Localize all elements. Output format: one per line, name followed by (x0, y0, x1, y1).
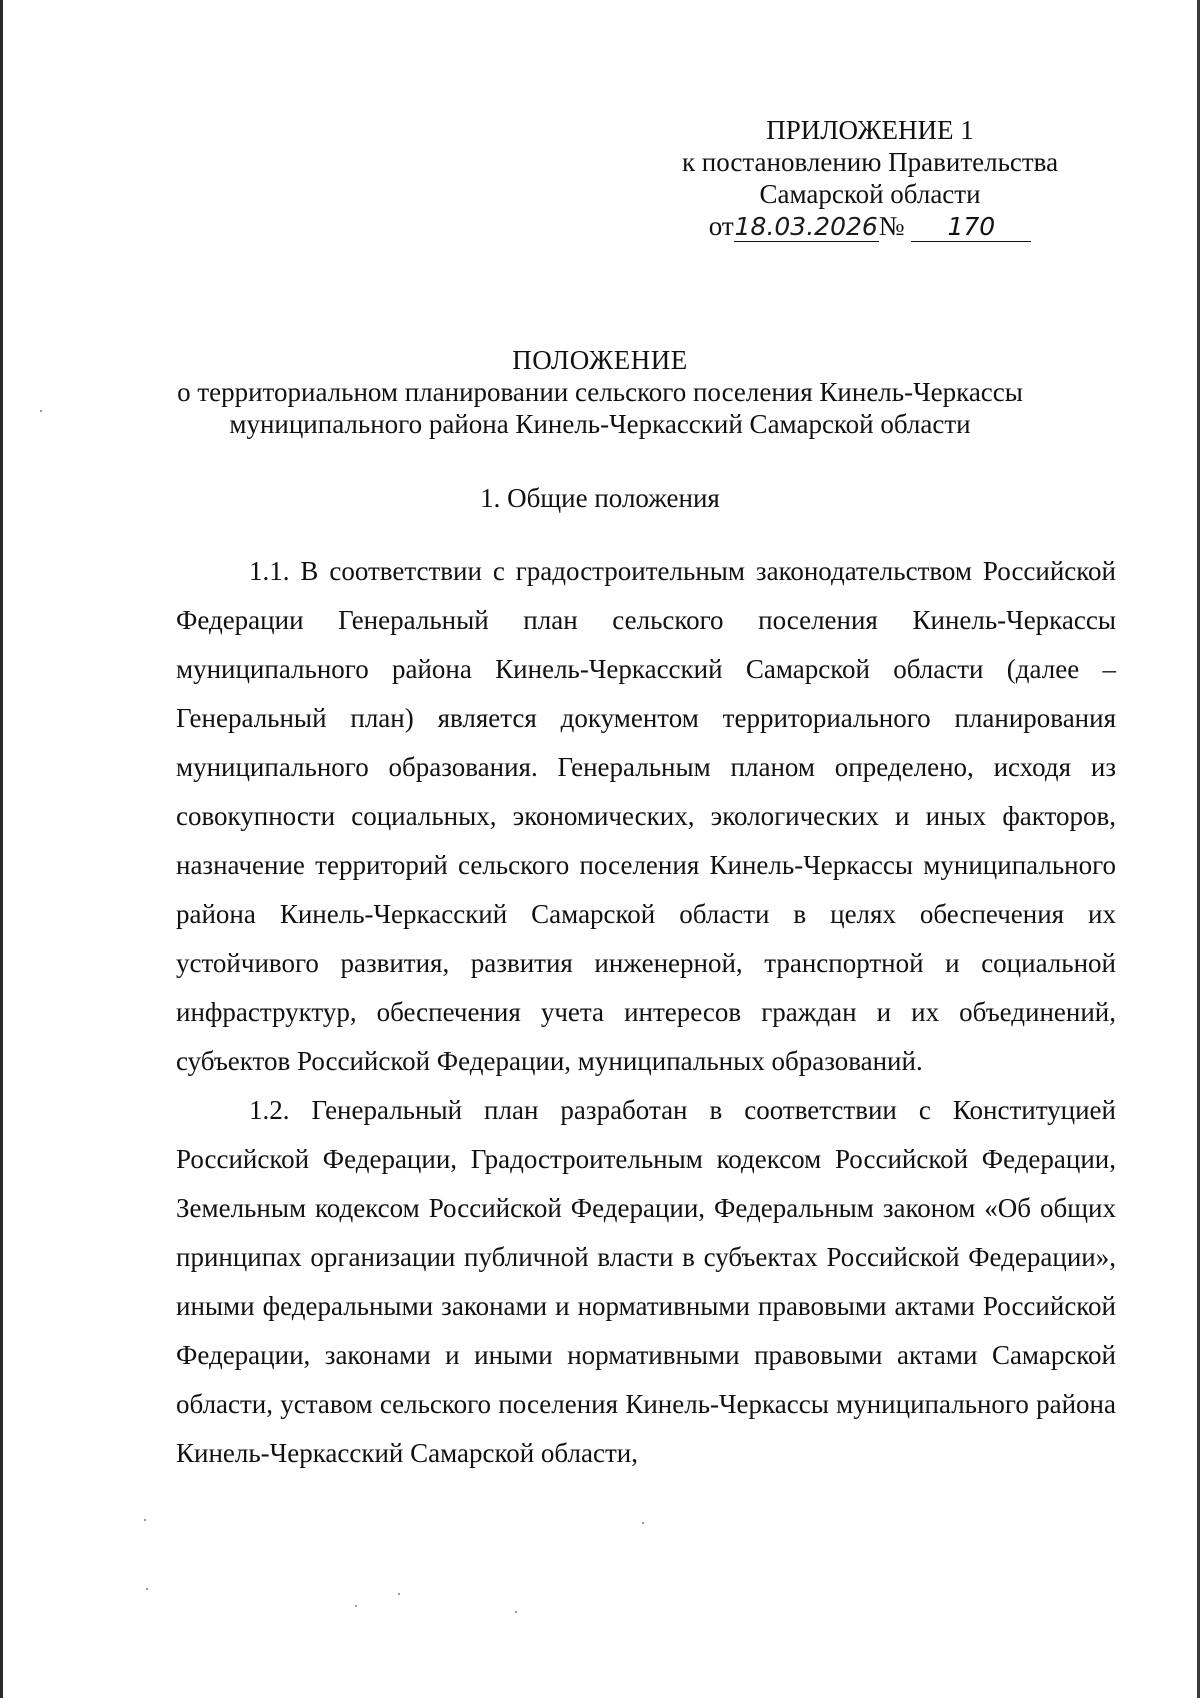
scan-speck (146, 1588, 148, 1590)
appendix-region-line: Самарской области (759, 179, 981, 209)
paragraph-1-1: 1.1. В соответствии с градостроительным законодательством Российской Федерации Генеральный план сельского поселения Кинель-Черкассы муниципального района Кинель-Черкасский Самарской области (далее – Генеральный план) является документом территориального планирования муниципального образования. Генеральным планом определено, исходя из совокупности социальных, экономических, экологических и иных факторов, назначение территорий сельского поселения Кинель-Черкассы муниципального района Кинель-Черкасский Самарской области в целях обеспечения их устойчивого развития, развития инженерной, транспортной и социальной инфраструктур, обеспечения учета интересов граждан и их объединений, субъектов Российской Федерации, муниципальных образований. (176, 556, 1116, 1076)
appendix-title: ПРИЛОЖЕНИЕ 1 (766, 115, 974, 145)
document-title: ПОЛОЖЕНИЕ (512, 345, 688, 375)
number-sign: № (878, 211, 905, 241)
date-prefix: от (708, 211, 734, 241)
scan-speck (144, 1519, 146, 1521)
scan-edge-left (0, 0, 3, 1698)
document-subtitle-line-1: о территориальном планировании сельского поселения Кинель-Черкассы (177, 377, 1023, 407)
document-title-block (0, 344, 1200, 440)
handwritten-number: 170 (911, 213, 1031, 242)
section-heading: 1. Общие положения (480, 483, 720, 513)
document-subtitle-line-2: муниципального района Кинель-Черкасский Самарской области (229, 409, 971, 439)
scan-speck (642, 1522, 644, 1524)
appendix-header (650, 114, 1090, 242)
scan-speck (515, 1611, 517, 1613)
paragraph-1-2: 1.2. Генеральный план разработан в соответствии с Конституцией Российской Федерации, Градостроительным кодексом Российской Федерации, Земельным кодексом Российской Федерации, Федеральным законом «Об общих принципах организации публичной власти в субъектах Российской Федерации», иными федеральными законами и нормативными правовыми актами Российской Федерации, законами и иными нормативными правовыми актами Самарской области, уставом сельского поселения Кинель-Черкассы муниципального района Кинель-Черкасский Самарской области, (176, 1095, 1116, 1468)
scan-speck (398, 1593, 400, 1595)
appendix-date-number-line (650, 210, 1090, 242)
document-body (176, 547, 1116, 1478)
appendix-resolution-line: к постановлению Правительства (681, 147, 1059, 177)
handwritten-date: 18.03.2026 (734, 212, 878, 241)
scan-speck (355, 1605, 357, 1607)
